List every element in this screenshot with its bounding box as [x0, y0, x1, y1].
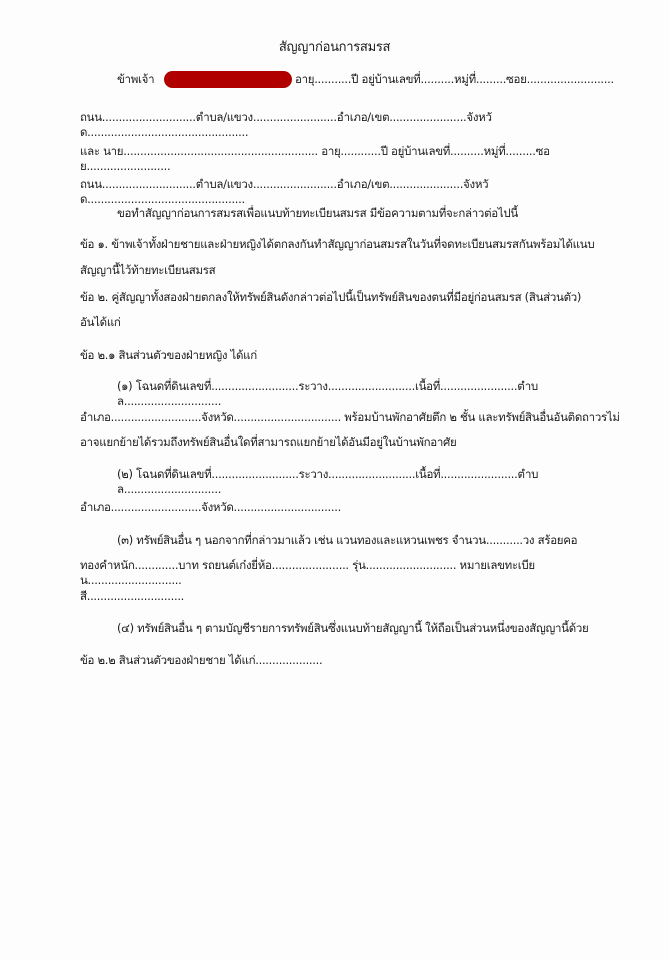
party-two-details: และ นาย.......................................................... อายุ............ปี อยู่บ้านเลขที่..........หมู่ที่.........ซอย......................... [80, 144, 550, 173]
clause-2-1-heading: ข้อ ๒.๑ สินส่วนตัวของฝ่ายหญิง ได้แก่ [80, 348, 257, 362]
party-one-details: อายุ...........ปี อยู่บ้านเลขที่..........หมู่ที่.........ซอย.......................... [295, 72, 614, 86]
item-3-line-3: สี............................. [80, 589, 185, 603]
item-3-line-2: ทองคำหนัก.............บาท รถยนต์เก๋งยี่ห้อ....................... รุ่น........................... หมายเลขทะเบียน............................ [80, 558, 535, 587]
item-3-line-1: (๓) ทรัพย์สินอื่น ๆ นอกจากที่กล่าวมาแล้ว เช่น แวนทองและแหวนเพชร จำนวน...........วง สร้อยคอ [117, 533, 578, 547]
item-1-line-2: อำเภอ...........................จังหวัด................................ พร้อมบ้านพักอาศัยตึก ๒ ชั้น และทรัพย์สินอื่นอันติดถาวรไม่ [80, 410, 620, 424]
item-1-line-1: (๑) โฉนดที่ดินเลขที่..........................ระวาง..........................เนื้อที่.......................ตำบล............................. [117, 379, 538, 408]
party-two-address: ถนน............................ตำบล/แขวง.........................อำเภอ/เขต......................จังหวัด............................................... [80, 177, 489, 206]
party-one-address: ถนน............................ตำบล/แขวง.........................อำเภอ/เขต.......................จังหวัด................................................ [80, 110, 492, 139]
redacted-name [164, 71, 292, 88]
item-2-line-2: อำเภอ...........................จังหวัด................................ [80, 500, 341, 514]
item-4-line-1: (๔) ทรัพย์สินอื่น ๆ ตามบัญชีรายการทรัพย์สินซึ่งแนบท้ายสัญญานี้ ให้ถือเป็นส่วนหนึ่งของสัญญานี้ด้วย [117, 621, 589, 635]
clause-2-line-2: อันได้แก่ [80, 315, 121, 329]
clause-1-line-1: ข้อ ๑. ข้าพเจ้าทั้งฝ่ายชายและฝ่ายหญิงได้ตกลงกันทำสัญญาก่อนสมรสในวันที่จดทะเบียนสมรสกันพร้อมได้แนบ [80, 237, 595, 251]
party-one-label: ข้าพเจ้า [117, 72, 155, 86]
clause-2-2-heading: ข้อ ๒.๒ สินส่วนตัวของฝ่ายชาย ได้แก่.................... [80, 653, 323, 667]
clause-1-line-2: สัญญานี้ไว้ท้ายทะเบียนสมรส [80, 263, 216, 277]
clause-2-line-1: ข้อ ๒. คู่สัญญาทั้งสองฝ่ายตกลงให้ทรัพย์สินดังกล่าวต่อไปนี้เป็นทรัพย์สินของตนที่มีอยู่ก่อนสมรส (สินส่วนตัว) [80, 290, 582, 304]
intro-paragraph: ขอทำสัญญาก่อนการสมรสเพื่อแนบท้ายทะเบียนสมรส มีข้อความตามที่จะกล่าวต่อไปนี้ [117, 206, 518, 220]
item-2-line-1: (๒) โฉนดที่ดินเลขที่..........................ระวาง..........................เนื้อที่.......................ตำบล............................. [117, 467, 539, 496]
document-title: สัญญาก่อนการสมรส [278, 40, 391, 55]
item-1-line-3: อาจแยกย้ายได้รวมถึงทรัพย์สินอื่นใดที่สามารถแยกย้ายได้อันมีอยู่ในบ้านพักอาศัย [80, 435, 457, 449]
